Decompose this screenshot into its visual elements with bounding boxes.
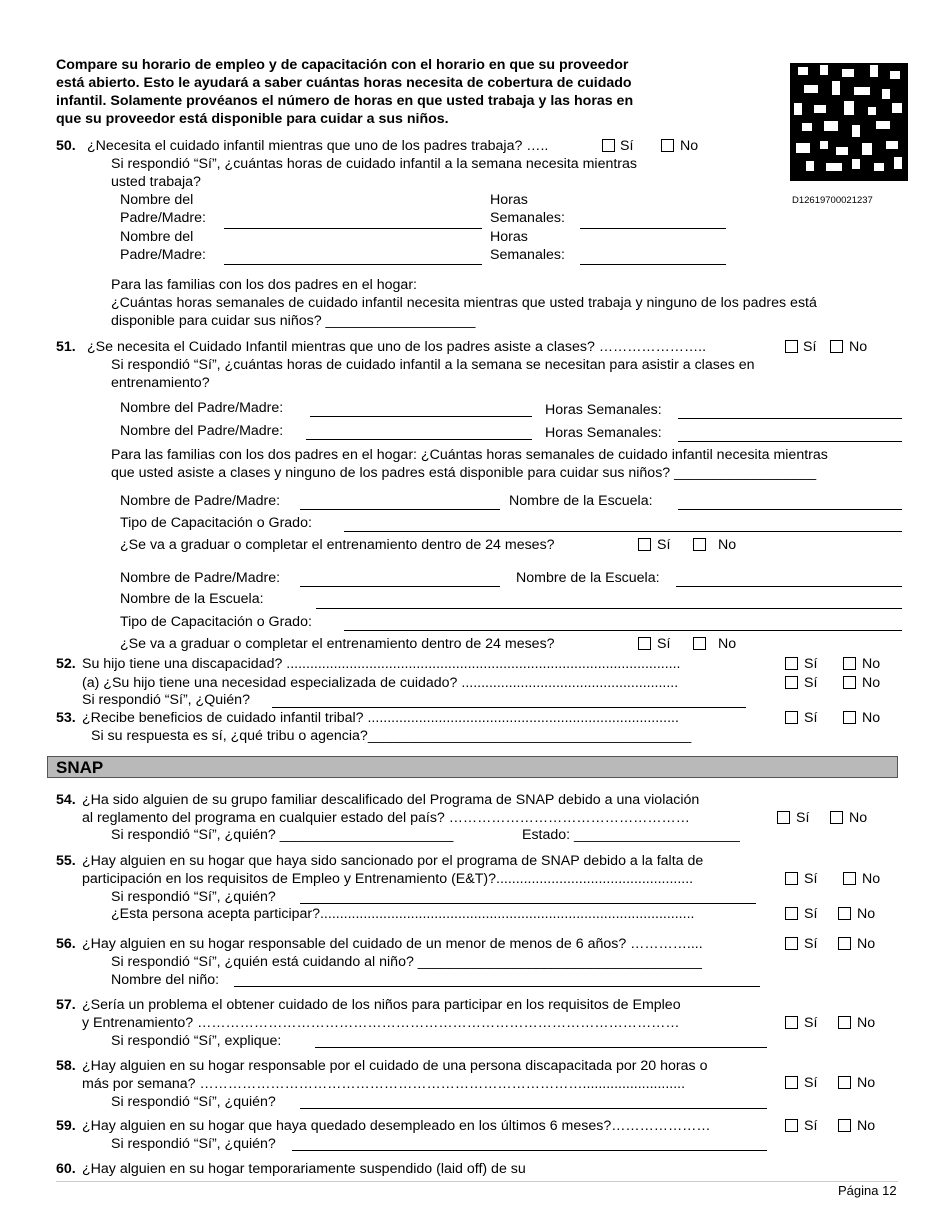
q53-no-checkbox[interactable]	[843, 711, 856, 724]
q54-yes-label: Sí	[796, 810, 810, 826]
q56-child-name-label: Nombre del niño:	[111, 972, 220, 988]
q50-hours1-label-2: Semanales:	[490, 210, 565, 226]
q59-text: ¿Hay alguien en su hogar que haya quedado desempleado en los últimos 6 meses?…………………	[82, 1118, 711, 1134]
q59-if-yes: Si respondió “Sí”, ¿quién?	[111, 1136, 276, 1152]
q54-yes-checkbox[interactable]	[777, 811, 790, 824]
q52-number: 52.	[56, 656, 76, 672]
q59-number: 59.	[56, 1118, 76, 1134]
q58-text-cont: más por semana? ………………………………………………………………………..........................	[82, 1076, 686, 1092]
q55-yes-label: Sí	[804, 871, 818, 887]
q53-if-yes: Si su respuesta es sí, ¿qué tribu o agencia?_________________________________________	[91, 728, 692, 744]
q59-yes-label: Sí	[804, 1118, 818, 1134]
q50-parent1-label: Nombre del	[120, 192, 194, 208]
q51-number: 51.	[56, 339, 76, 355]
q50-two-parents-question: ¿Cuántas horas semanales de cuidado infantil necesita mientras que usted trabaja y ninguno de los padres está	[111, 295, 817, 311]
q56-child-name-field[interactable]	[234, 986, 760, 987]
q57-explain-field[interactable]	[315, 1047, 767, 1048]
q51-graduate-b-no-label: No	[718, 636, 737, 652]
q50-if-yes-cont: usted trabaja?	[111, 174, 201, 190]
q57-no-checkbox[interactable]	[838, 1016, 851, 1029]
q58-text: ¿Hay alguien en su hogar responsable por el cuidado de una persona discapacitada por 20 horas o	[82, 1058, 708, 1074]
q52-text: Su hijo tiene una discapacidad? ....................................................................................................	[82, 656, 681, 672]
q57-text: ¿Sería un problema el obtener cuidado de los niños para participar en los requisitos de Empleo	[82, 997, 681, 1013]
q54-if-yes: Si respondió “Sí”, ¿quién? ______________________	[111, 827, 454, 843]
q54-text-cont: al reglamento del programa en cualquier estado del país? ……………………………………………	[82, 810, 690, 826]
q51-graduate-b-yes-label: Sí	[657, 636, 671, 652]
q51-training-b-field[interactable]	[344, 630, 902, 631]
q58-yes-label: Sí	[804, 1075, 818, 1091]
q56-no-label: No	[857, 936, 876, 952]
q51-graduate-a-no-checkbox[interactable]	[693, 538, 706, 551]
q51-graduate-b-question: ¿Se va a graduar o completar el entrenamiento dentro de 24 meses?	[120, 636, 555, 652]
q50-no-label: No	[680, 138, 699, 154]
q52-if-yes: Si respondió “Sí”, ¿Quién?	[82, 692, 250, 708]
q53-yes-label: Sí	[804, 710, 818, 726]
q57-if-yes: Si respondió “Sí”, explique:	[111, 1033, 282, 1049]
q55-if-yes: Si respondió “Sí”, ¿quién?	[111, 889, 276, 905]
q50-hours2-label-2: Semanales:	[490, 247, 565, 263]
q60-text: ¿Hay alguien en su hogar temporariamente suspendido (laid off) de su	[82, 1161, 526, 1177]
q56-number: 56.	[56, 936, 76, 952]
q55-yes-checkbox[interactable]	[785, 872, 798, 885]
q52-no-label: No	[862, 656, 881, 672]
q59-who-field[interactable]	[292, 1150, 767, 1151]
q56-yes-checkbox[interactable]	[785, 937, 798, 950]
q52-yes-label: Sí	[804, 656, 818, 672]
q51-parent-a-field[interactable]	[300, 509, 500, 510]
q51-hours1-field[interactable]	[678, 418, 902, 419]
q51-school-b2-label: Nombre de la Escuela:	[120, 591, 264, 607]
q50-two-parents: Para las familias con los dos padres en el hogar:	[111, 277, 417, 293]
q50-hours1-label: Horas	[490, 192, 528, 208]
q50-no-checkbox[interactable]	[661, 139, 674, 152]
q60-number: 60.	[56, 1161, 76, 1177]
intro-line: que su proveedor está disponible para cuidar a sus niños.	[56, 111, 449, 127]
q51-no-checkbox[interactable]	[830, 340, 843, 353]
q53-text: ¿Recibe beneficios de cuidado infantil tribal? ...............................................................................	[82, 710, 679, 726]
q51-training-a-label: Tipo de Capacitación o Grado:	[120, 515, 312, 531]
q55-no-checkbox[interactable]	[843, 872, 856, 885]
q50-if-yes: Si respondió “Sí”, ¿cuántas horas de cuidado infantil a la semana necesita mientras	[111, 156, 638, 172]
q51-parent-a-label: Nombre de Padre/Madre:	[120, 493, 281, 509]
q55-accept-no-label: No	[857, 906, 876, 922]
q52-no-checkbox[interactable]	[843, 657, 856, 670]
q57-number: 57.	[56, 997, 76, 1013]
q55-accept-yes-label: Sí	[804, 906, 818, 922]
q52-yes-checkbox[interactable]	[785, 657, 798, 670]
q57-text-cont: y Entrenamiento? …………………………………………………………………………………………	[82, 1015, 680, 1031]
q55-who-field[interactable]	[300, 903, 756, 904]
q50-hours2-field[interactable]	[580, 264, 726, 265]
q57-yes-checkbox[interactable]	[785, 1016, 798, 1029]
q51-yes-checkbox[interactable]	[785, 340, 798, 353]
q51-school-b2-field[interactable]	[316, 608, 902, 609]
barcode-id: D12619700021237	[792, 195, 873, 206]
intro-line: está abierto. Esto le ayudará a saber cuántas horas necesita de cobertura de cuidado	[56, 75, 632, 91]
q58-no-checkbox[interactable]	[838, 1076, 851, 1089]
q55-accept: ¿Esta persona acepta participar?...............................................................................................	[111, 906, 695, 922]
q54-text: ¿Ha sido alguien de su grupo familiar descalificado del Programa de SNAP debido a una violación	[82, 792, 700, 808]
q54-number: 54.	[56, 792, 76, 808]
q50-number: 50.	[56, 138, 76, 154]
q50-yes-checkbox[interactable]	[602, 139, 615, 152]
q52a-yes-label: Sí	[804, 675, 818, 691]
q51-school-a-field[interactable]	[678, 509, 902, 510]
intro-line: infantil. Solamente provéanos el número de horas en que usted trabaja y las horas en	[56, 93, 634, 109]
q50-yes-label: Sí	[620, 138, 634, 154]
q58-who-field[interactable]	[300, 1108, 767, 1109]
q57-no-label: No	[857, 1015, 876, 1031]
q58-no-label: No	[857, 1075, 876, 1091]
q51-graduate-a-no-label: No	[718, 537, 737, 553]
page-number: Página 12	[838, 1183, 897, 1198]
q51-graduate-b-no-checkbox[interactable]	[693, 637, 706, 650]
q51-parent1-label: Nombre del Padre/Madre:	[120, 400, 284, 416]
q51-two-parents: Para las familias con los dos padres en el hogar: ¿Cuántas horas semanales de cuidado infantil necesita mientras	[111, 447, 828, 463]
q58-yes-checkbox[interactable]	[785, 1076, 798, 1089]
q51-if-yes: Si respondió “Sí”, ¿cuántas horas de cuidado infantil a la semana se necesitan para asistir a clases en	[111, 357, 755, 373]
q53-number: 53.	[56, 710, 76, 726]
q51-school-b-field[interactable]	[676, 586, 902, 587]
q51-hours2-label: Horas Semanales:	[545, 425, 662, 441]
q51-parent2-field[interactable]	[306, 439, 532, 440]
q51-graduate-a-yes-checkbox[interactable]	[638, 538, 651, 551]
snap-section-header	[47, 756, 898, 778]
q51-training-a-field[interactable]	[344, 531, 902, 532]
q57-yes-label: Sí	[804, 1015, 818, 1031]
q56-if-yes: Si respondió “Sí”, ¿quién está cuidando al niño? ____________________________________	[111, 954, 702, 970]
q51-parent-b-label: Nombre de Padre/Madre:	[120, 570, 281, 586]
q54-no-checkbox[interactable]	[830, 811, 843, 824]
q50-parent2-label: Nombre del	[120, 229, 194, 245]
q55-text: ¿Hay alguien en su hogar que haya sido sancionado por el programa de SNAP debido a la falta de	[82, 853, 704, 869]
q50-hours2-label: Horas	[490, 229, 528, 245]
q55-text-cont: participación en los requisitos de Empleo y Entrenamiento (E&T)?..................................................	[82, 871, 694, 887]
q50-parent2-name-field[interactable]	[224, 264, 482, 265]
intro-instructions	[56, 56, 706, 128]
q54-state: Estado: _____________________	[522, 827, 740, 843]
q50-parent1-label-2: Padre/Madre:	[120, 210, 206, 226]
q52a-no-label: No	[862, 675, 881, 691]
q50-hours1-field[interactable]	[580, 228, 726, 229]
q53-yes-checkbox[interactable]	[785, 711, 798, 724]
q50-two-parents-answer: disponible para cuidar sus niños? ___________________	[111, 313, 476, 329]
q52a-yes-checkbox[interactable]	[785, 676, 798, 689]
q51-parent1-field[interactable]	[310, 416, 532, 417]
q51-text: ¿Se necesita el Cuidado Infantil mientras que uno de los padres asiste a clases? …………………..	[87, 339, 707, 355]
q58-if-yes: Si respondió “Sí”, ¿quién?	[111, 1094, 276, 1110]
q59-no-label: No	[857, 1118, 876, 1134]
q51-training-b-label: Tipo de Capacitación o Grado:	[120, 614, 312, 630]
q55-accept-yes-checkbox[interactable]	[785, 907, 798, 920]
q50-parent2-label-2: Padre/Madre:	[120, 247, 206, 263]
q51-graduate-b-yes-checkbox[interactable]	[638, 637, 651, 650]
q51-hours1-label: Horas Semanales:	[545, 402, 662, 418]
snap-section-title: SNAP	[56, 758, 104, 777]
datamatrix-barcode	[790, 63, 908, 181]
q58-number: 58.	[56, 1058, 76, 1074]
q51-school-b-label: Nombre de la Escuela:	[516, 570, 660, 586]
q50-parent1-name-field[interactable]	[224, 228, 482, 229]
q51-yes-label: Sí	[803, 339, 817, 355]
q55-number: 55.	[56, 853, 76, 869]
q51-school-a-label: Nombre de la Escuela:	[509, 493, 653, 509]
footer-rule	[56, 1181, 898, 1182]
q52a-no-checkbox[interactable]	[843, 676, 856, 689]
q51-parent-b-field[interactable]	[300, 586, 500, 587]
q59-no-checkbox[interactable]	[838, 1119, 851, 1132]
intro-line: Compare su horario de empleo y de capacitación con el horario en que su proveedor	[56, 57, 629, 73]
q55-no-label: No	[862, 871, 881, 887]
q51-if-yes-cont: entrenamiento?	[111, 375, 210, 391]
q50-text: ¿Necesita el cuidado infantil mientras que uno de los padres trabaja? …..	[87, 138, 549, 154]
q51-parent2-label: Nombre del Padre/Madre:	[120, 423, 284, 439]
q51-graduate-a-question: ¿Se va a graduar o completar el entrenamiento dentro de 24 meses?	[120, 537, 555, 553]
q51-graduate-a-yes-label: Sí	[657, 537, 671, 553]
q55-accept-no-checkbox[interactable]	[838, 907, 851, 920]
q56-text: ¿Hay alguien en su hogar responsable del cuidado de un menor de menos de 6 años? …………....	[82, 936, 703, 952]
q51-no-label: No	[849, 339, 868, 355]
q53-no-label: No	[862, 710, 881, 726]
q52-who-field[interactable]	[272, 707, 746, 708]
q56-no-checkbox[interactable]	[838, 937, 851, 950]
q59-yes-checkbox[interactable]	[785, 1119, 798, 1132]
q51-hours2-field[interactable]	[678, 441, 902, 442]
q52a-text: (a) ¿Su hijo tiene una necesidad especializada de cuidado? .......................................................	[82, 675, 679, 691]
q56-yes-label: Sí	[804, 936, 818, 952]
q51-two-parents-cont: que usted asiste a clases y ninguno de los padres está disponible para cuidar sus niños? __________________	[111, 465, 817, 481]
q54-no-label: No	[849, 810, 868, 826]
